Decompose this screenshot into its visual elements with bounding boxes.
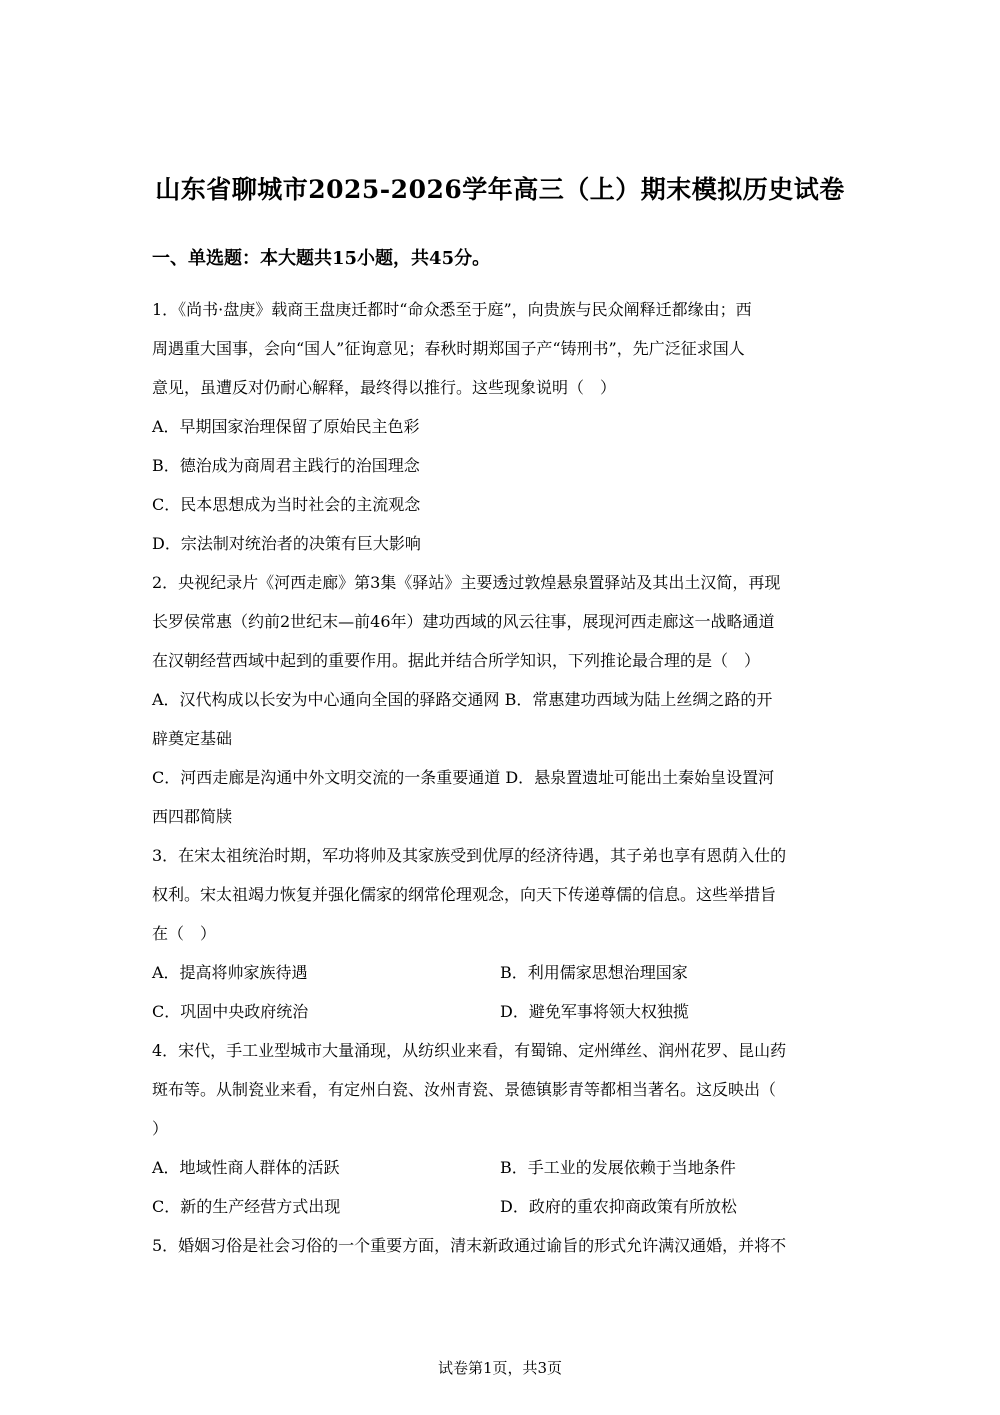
option-d: D．避免军事将领大权独揽: [500, 1002, 689, 1021]
question-stem-line: 权利。宋太祖竭力恢复并强化儒家的纲常伦理观念，向天下传递尊儒的信息。这些举措旨: [152, 885, 777, 904]
option-row: [152, 992, 852, 1031]
question-stem-line: 长罗侯常惠（约前2世纪末—前46年）建功西域的风云往事，展现河西走廊这一战略通道: [152, 612, 775, 631]
option-d: D．宗法制对统治者的决策有巨大影响: [152, 534, 421, 553]
question-stem-line: ）: [152, 1119, 169, 1138]
option-b: B．手工业的发展依赖于当地条件: [500, 1158, 736, 1177]
page-title: 山东省聊城市2025-2026学年高三（上）期末模拟历史试卷: [155, 175, 845, 204]
section-heading: 一、单选题：本大题共15小题，共45分。: [152, 248, 491, 269]
option-a: A．地域性商人群体的活跃: [152, 1158, 340, 1177]
option-row: [152, 953, 852, 992]
question-stem-line: 斑布等。从制瓷业来看，有定州白瓷、汝州青瓷、景德镇影青等都相当著名。这反映出（: [152, 1080, 777, 1099]
question-1: [152, 290, 852, 563]
option-a: A．早期国家治理保留了原始民主色彩: [152, 417, 420, 436]
question-2: [152, 563, 852, 836]
option-b: B．利用儒家思想治理国家: [500, 963, 688, 982]
option-d: D．政府的重农抑商政策有所放松: [500, 1197, 737, 1216]
question-5: [152, 1226, 852, 1265]
question-stem-line: 5．婚姻习俗是社会习俗的一个重要方面，清末新政通过谕旨的形式允许满汉通婚，并将不: [152, 1236, 787, 1255]
option-c: C．巩固中央政府统治: [152, 1002, 309, 1021]
question-stem-line: 在汉朝经营西域中起到的重要作用。据此并结合所学知识，下列推论最合理的是（ ）: [152, 651, 761, 670]
question-stem-line: 在（ ）: [152, 924, 217, 943]
question-stem-line: 4．宋代，手工业型城市大量涌现，从纺织业来看，有蜀锦、定州缂丝、润州花罗、昆山药: [152, 1041, 787, 1060]
option-c: C．民本思想成为当时社会的主流观念: [152, 495, 421, 514]
option-line: C．河西走廊是沟通中外文明交流的一条重要通道 D．悬泉置遗址可能出土秦始皇设置河: [152, 768, 775, 787]
question-stem-line: 3．在宋太祖统治时期，军功将帅及其家族受到优厚的经济待遇，其子弟也享有恩荫入仕的: [152, 846, 787, 865]
option-row: [152, 1187, 852, 1226]
question-stem-line: 2．央视纪录片《河西走廊》第3集《驿站》主要透过敦煌悬泉置驿站及其出土汉简，再现: [152, 573, 781, 592]
question-4: [152, 1031, 852, 1226]
option-b: B．德治成为商周君主践行的治国理念: [152, 456, 420, 475]
question-list: [152, 290, 852, 1265]
question-stem-line: 1．《尚书·盘庚》载商王盘庚迁都时“命众悉至于庭”，向贵族与民众阐释迁都缘由；西: [152, 300, 752, 319]
question-stem-line: 周遇重大国事，会向“国人”征询意见；春秋时期郑国子产“铸刑书”，先广泛征求国人: [152, 339, 745, 358]
page-footer: 试卷第1页，共3页: [437, 1359, 563, 1377]
option-row: [152, 1148, 852, 1187]
option-c: C．新的生产经营方式出现: [152, 1197, 341, 1216]
question-3: [152, 836, 852, 1031]
question-stem-line: 意见，虽遭反对仍耐心解释，最终得以推行。这些现象说明（ ）: [152, 378, 617, 397]
option-line: 西四郡简牍: [152, 807, 233, 826]
option-a: A．提高将帅家族待遇: [152, 963, 308, 982]
option-line: 辟奠定基础: [152, 729, 233, 748]
option-line: A．汉代构成以长安为中心通向全国的驿路交通网 B．常惠建功西域为陆上丝绸之路的开: [152, 690, 773, 709]
